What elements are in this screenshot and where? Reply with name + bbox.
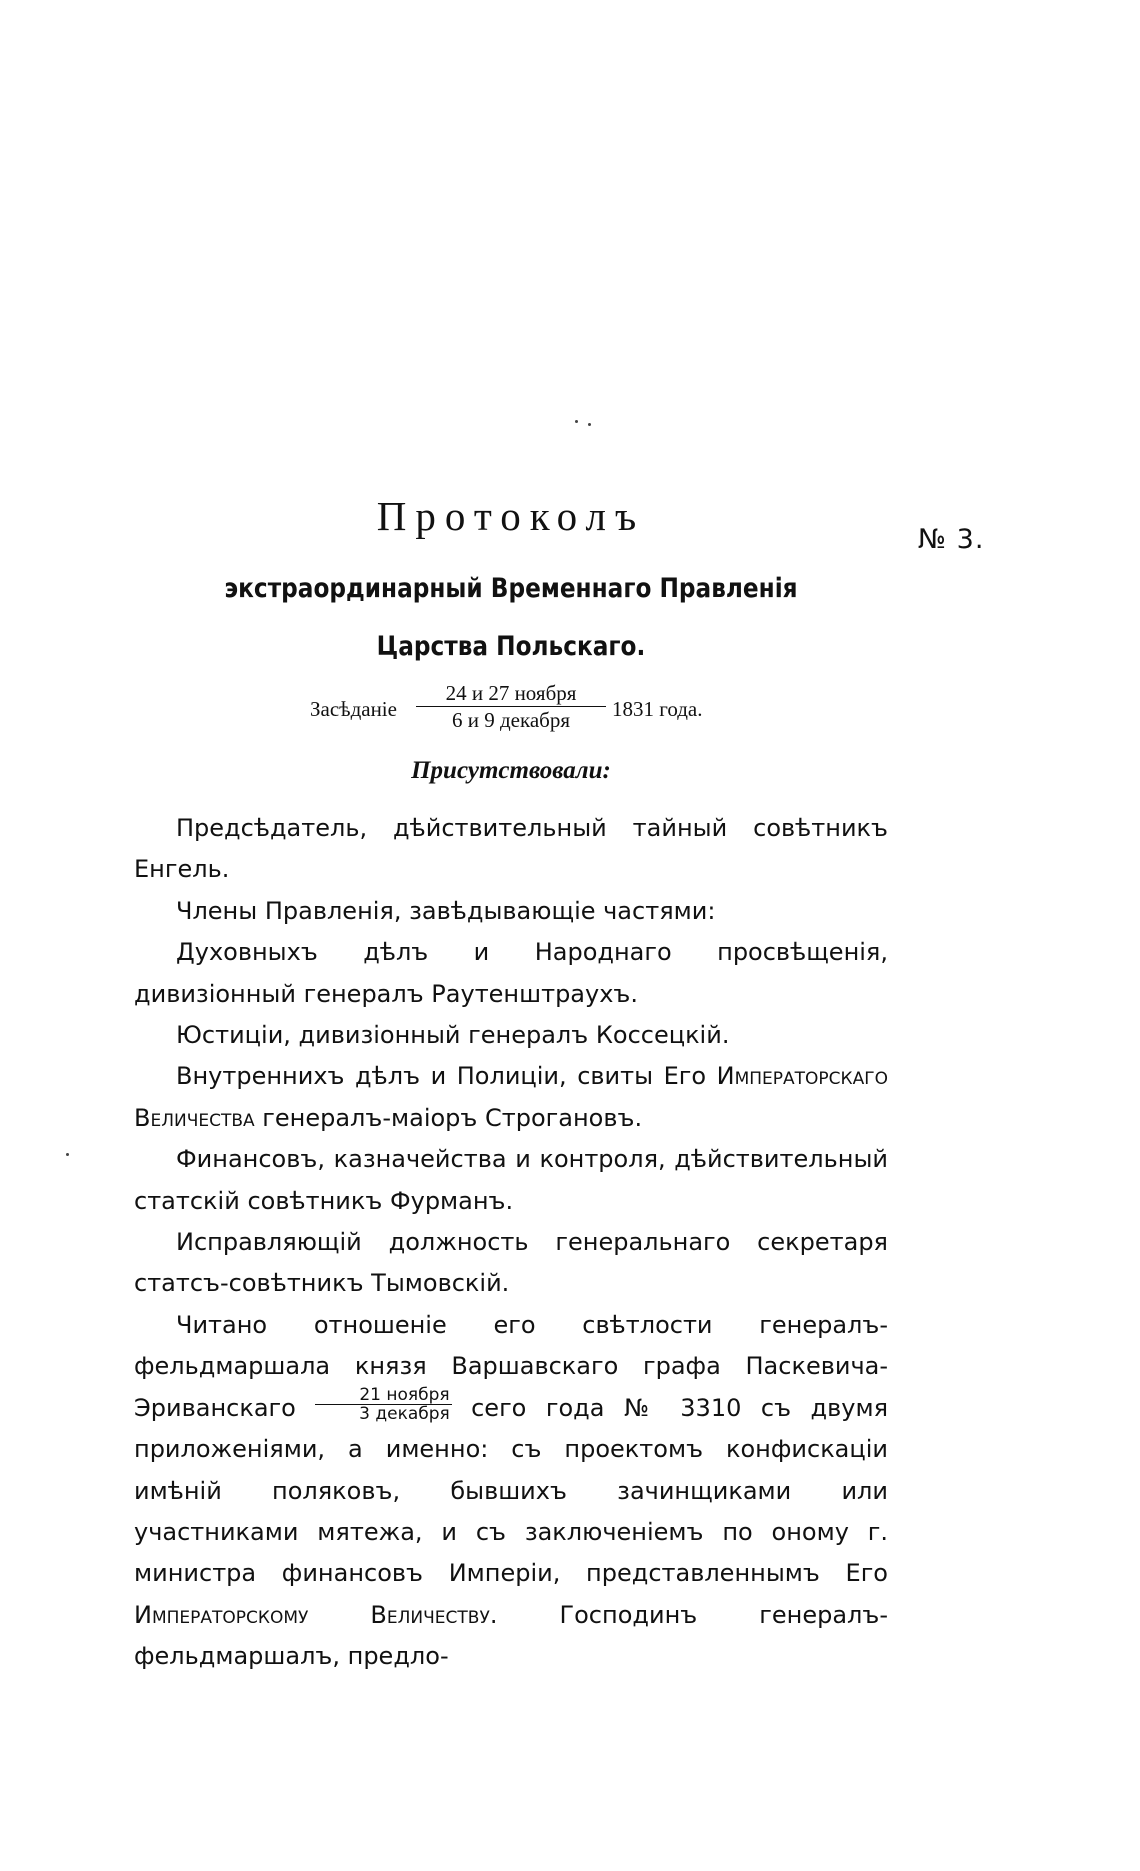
main-text-majesty: Императорскому Величеству: [134, 1600, 490, 1629]
document-title: Протоколъ: [376, 493, 646, 539]
session-date: [134, 680, 888, 740]
paragraph-religious-affairs: Духовныхъ дѣлъ и Народнаго просвѣщенія, дивизіонный генералъ Раутенштраухъ.: [134, 938, 888, 1008]
document-number: № 3.: [918, 524, 985, 555]
paragraph-main-text: [134, 1305, 888, 1678]
session-year: 1831 года.: [612, 697, 703, 721]
main-text-part1: Читано отношеніе его свѣтлости генералъ-фельдмаршала князя Варшавскаго графа Паскевича-Эриванскаго: [134, 1310, 888, 1422]
session-date-new-style: 6 и 9 декабря: [451, 708, 571, 732]
main-text-part2: сего года № 3310 съ двумя приложеніями, а именно: съ проектомъ конфискаціи имѣній поляковъ, бывшихъ зачинщиками или участниками мятежа, и съ заключеніемъ по оному г. министра финансовъ Имперіи, представленнымъ Его: [134, 1393, 889, 1588]
present-heading: Присутствовали:: [411, 757, 611, 784]
scan-speck: [66, 1153, 69, 1156]
paragraph-members: Члены Правленія, завѣдывающіе частями:: [176, 896, 716, 925]
letter-date-old-style: 21 ноября: [315, 1386, 451, 1405]
paragraph-internal-affairs: [134, 1056, 888, 1139]
paragraph-internal-affairs-majesty: Императорскаго Величества: [134, 1062, 888, 1132]
document-body: [134, 808, 888, 1678]
session-date-fraction: [416, 680, 606, 733]
paragraph-internal-affairs-part2: генералъ-маіоръ Строгановъ.: [254, 1103, 643, 1132]
session-label: Засѣданіе: [310, 697, 397, 721]
letter-date-fraction: [315, 1386, 451, 1423]
paragraph-chairman: Предсѣдатель, дѣйствительный тайный совѣтникъ Енгель.: [134, 814, 888, 884]
main-text-part3: . Господинъ генералъ-фельдмаршалъ, предло-: [134, 1600, 888, 1671]
document-subtitle: экстраординарный Временнаго Правленія Царства Польскаго.: [224, 573, 798, 662]
letter-date-new-style: 3 декабря: [359, 1404, 450, 1425]
scan-speck: [575, 420, 578, 423]
paragraph-secretary: Исправляющій должность генеральнаго секретаря статсъ-совѣтникъ Тымовскій.: [134, 1228, 888, 1298]
paragraph-finance: Финансовъ, казначейства и контроля, дѣйствительный статскій совѣтникъ Фурманъ.: [134, 1145, 888, 1215]
session-date-old-style: 24 и 27 ноября: [416, 680, 606, 707]
scan-speck: [588, 423, 591, 426]
paragraph-justice: Юстиціи, дивизіонный генералъ Коссецкій.: [176, 1021, 730, 1050]
paragraph-internal-affairs-part1: Внутреннихъ дѣлъ и Полиціи, свиты Его: [176, 1062, 717, 1091]
